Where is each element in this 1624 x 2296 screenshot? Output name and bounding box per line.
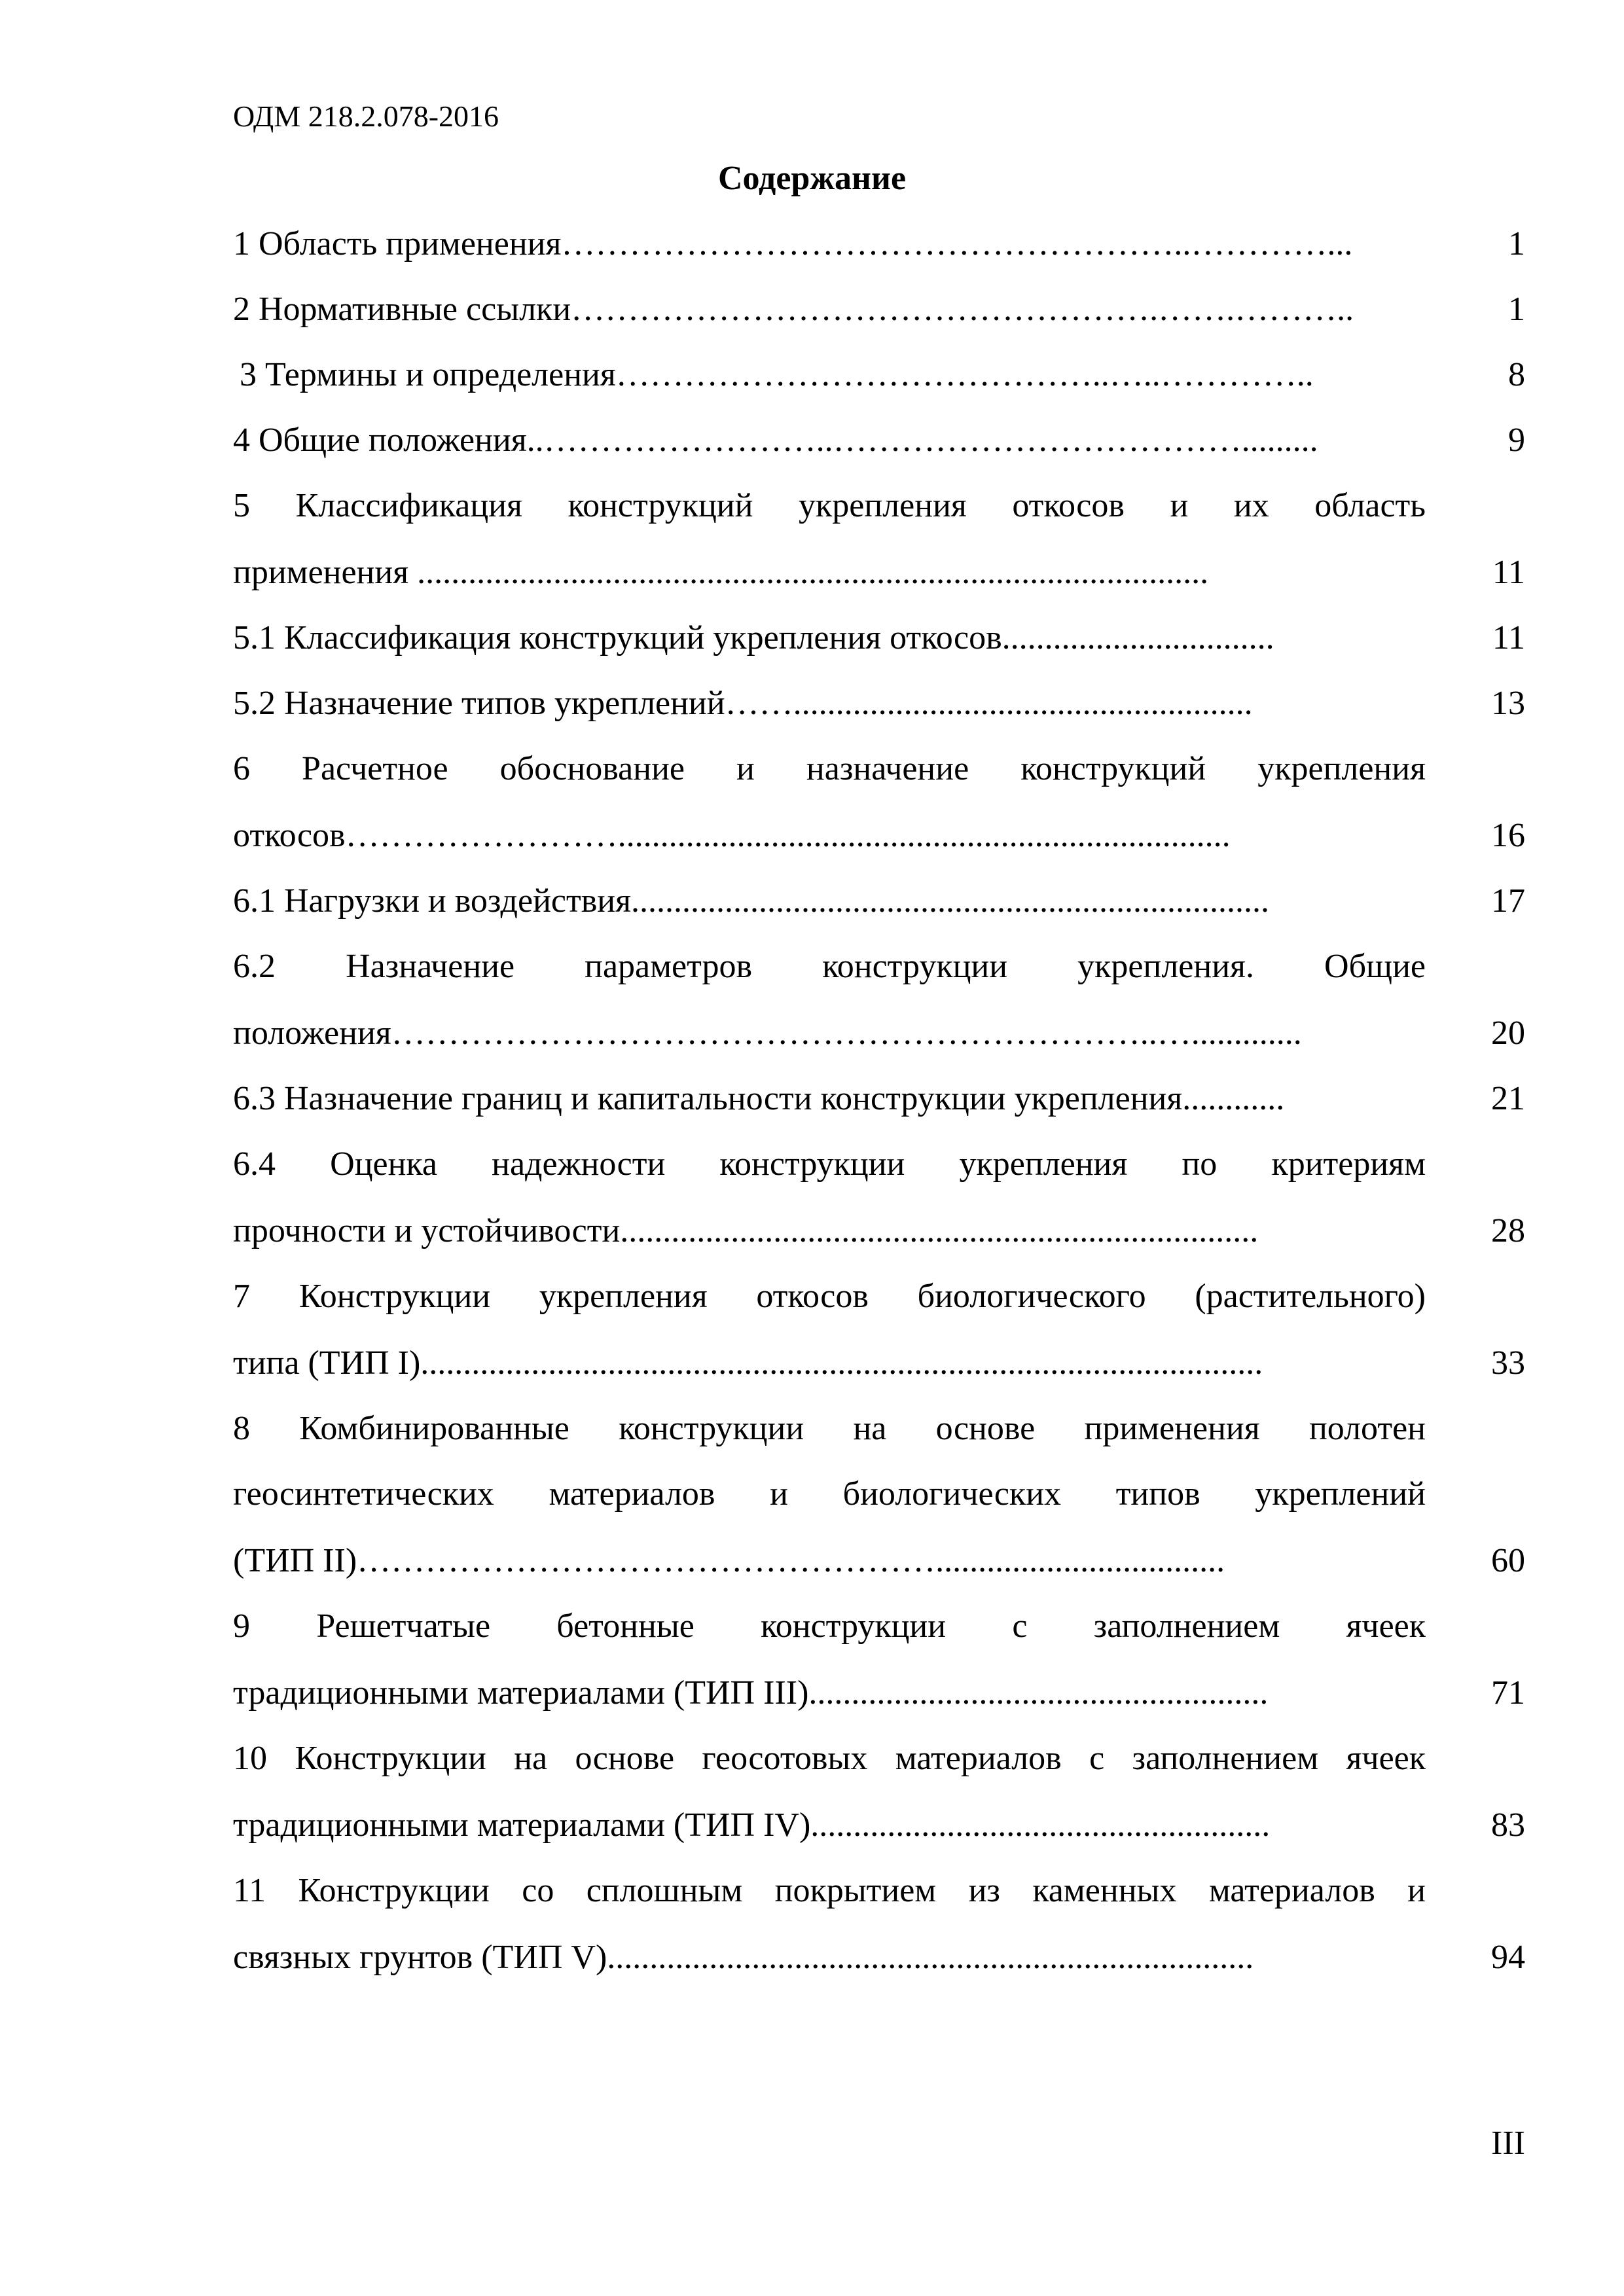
toc-entry-5-line-2: применения ............................................................................................. <box>233 554 1209 591</box>
toc-entry-4-page: 9 <box>1508 422 1525 459</box>
toc-entry-2-line-1: 2 Нормативные ссылки…………………………………………….…….……….. <box>233 291 1354 328</box>
toc-entry-8-line-2: геосинтетических материалов и биологических типов укреплений <box>233 1475 1426 1513</box>
toc-entry-2-page: 1 <box>1508 291 1525 328</box>
toc-entry-7-line-2: типа (ТИП I)................................................................................................... <box>233 1344 1263 1382</box>
toc-entry-1-line-1: 1 Область применения………………………………………………..…………... <box>233 225 1353 262</box>
toc-entry-6-3-page: 21 <box>1491 1080 1525 1117</box>
toc-entry-5-1-line-1: 5.1 Классификация конструкций укрепления откосов................................ <box>233 619 1274 656</box>
toc-entry-11-page: 94 <box>1491 1939 1525 1976</box>
toc-entry-9-line-2: традиционными материалами (ТИП III)...................................................... <box>233 1674 1269 1712</box>
document-code: ОДМ 218.2.078-2016 <box>233 99 499 133</box>
toc-entry-3-line-1: 3 Термины и определения……………………………………..…..………….. <box>240 356 1314 393</box>
toc-entry-6-line-1: 6 Расчетное обоснование и назначение конструкций укрепления <box>233 750 1426 787</box>
toc-entry-3-page: 8 <box>1508 356 1525 393</box>
toc-entry-6-4-line-1: 6.4 Оценка надежности конструкции укрепления по критериям <box>233 1145 1426 1183</box>
toc-entry-7-page: 33 <box>1491 1344 1525 1382</box>
toc-entry-6-1-line-1: 6.1 Нагрузки и воздействия........................................................................... <box>233 882 1270 920</box>
toc-entry-5-line-1: 5 Классификация конструкций укрепления откосов и их область <box>233 487 1426 524</box>
toc-entry-6-1-page: 17 <box>1491 882 1525 920</box>
toc-entry-5-2-line-1: 5.2 Назначение типов укреплений……...................................................... <box>233 685 1253 722</box>
toc-entry-6-2-line-1: 6.2 Назначение параметров конструкции укрепления. Общие <box>233 948 1426 985</box>
toc-entry-5-2-page: 13 <box>1491 685 1525 722</box>
toc-entry-5-1-page: 11 <box>1492 619 1525 656</box>
toc-entry-8-line-3: (ТИП II)…………………………………………….................................. <box>233 1542 1225 1579</box>
toc-entry-5-page: 11 <box>1492 554 1525 591</box>
toc-entry-9-page: 71 <box>1491 1674 1525 1712</box>
toc-entry-8-page: 60 <box>1491 1542 1525 1579</box>
toc-entry-6-line-2: откосов……………………........................................................................ <box>233 817 1231 854</box>
toc-entry-6-4-line-2: прочности и устойчивости........................................................................... <box>233 1212 1259 1249</box>
toc-entry-11-line-2: связных грунтов (ТИП V)............................................................................ <box>233 1939 1254 1976</box>
toc-entry-10-line-1: 10 Конструкции на основе геосотовых материалов с заполнением ячеек <box>233 1740 1426 1777</box>
toc-entry-6-page: 16 <box>1491 817 1525 854</box>
toc-entry-9-line-1: 9 Решетчатые бетонные конструкции с заполнением ячеек <box>233 1607 1426 1645</box>
toc-entry-1-page: 1 <box>1508 225 1525 262</box>
toc-entry-4-line-1: 4 Общие положения..……………………..………………………………......... <box>233 422 1318 459</box>
toc-entry-8-line-1: 8 Комбинированные конструкции на основе применения полотен <box>233 1410 1426 1447</box>
page-title: Содержание <box>717 160 907 197</box>
toc-entry-6-2-page: 20 <box>1491 1014 1525 1052</box>
toc-entry-7-line-1: 7 Конструкции укрепления откосов биологического (растительного) <box>233 1278 1426 1315</box>
toc-entry-6-2-line-2: положения…………………………………………………………..…............. <box>233 1014 1302 1052</box>
toc-entry-6-4-page: 28 <box>1491 1212 1525 1249</box>
page-number: III <box>1491 2125 1525 2162</box>
toc-entry-10-line-2: традиционными материалами (ТИП IV)...................................................... <box>233 1806 1271 1844</box>
toc-entry-11-line-1: 11 Конструкции со сплошным покрытием из каменных материалов и <box>233 1872 1426 1909</box>
toc-entry-6-3-line-1: 6.3 Назначение границ и капитальности конструкции укрепления............ <box>233 1080 1285 1117</box>
toc-entry-10-page: 83 <box>1491 1806 1525 1844</box>
